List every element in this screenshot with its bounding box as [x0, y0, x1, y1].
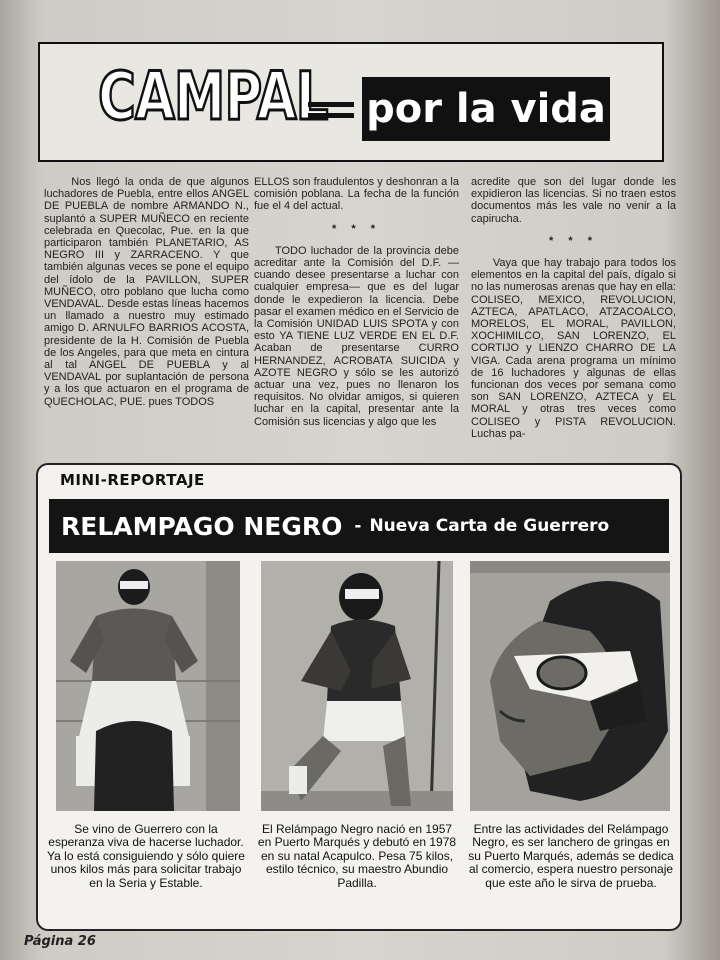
- article-column-3: [471, 176, 680, 440]
- mini-report-label: MINI-REPORTAJE: [60, 471, 205, 489]
- article-column-1: Nos llegó la onda de que algunos luchadores de Puebla, entre ellos ANGEL DE PUEBLA de nombre ARMANDO N., suplantó a SUPER MUÑECO en reciente celebrada en Quecolac, Pue. en la que participaron también PLANETARIO, AS NEGRO III y ZARRACENO. Y que también algunas veces se pone el equipo del ídolo de la PAVILLON, SUPER MUÑECO, otro poblano que lucha como VENDAVAL. Desde estas líneas hacemos un llamado a nuestro muy estimado amigo D. ARNULFO BARRIOS ACOSTA, presidente de la H. Comisión de Puebla de los Angeles, para que meta en cintura al tal ANGEL DE PUEBLA y al VENDAVAL por suplantación de persona y a los que actuaron en el programa de QUECHOLAC, PUE. pues TODOS: [44, 176, 253, 408]
- photo-caption-1: Se vino de Guerrero con la esperanza viva de hacerse luchador. Ya lo está consiguiendo y sólo quiere unos kilos más para solicitar trabajo en la Seria y Estable.: [47, 822, 249, 890]
- subtitle-text: por la vida: [366, 86, 606, 132]
- mini-report-title-bar: [49, 499, 669, 553]
- column3-text-b: Vaya que hay trabajo para todos los elementos en la capital del país, dígalo si no las numerosas arenas que hay en ella: COLISEO, MEXICO, REVOLUCION, AZTECA, APATLACO, ATZACOALCO, MORELOS, EL MORAL, PAVILLON, XOCHIMILCO, SAN LORENZO, EL CORTIJO y LIENZO CHARRO DE LA VIGA. Cada arena programa un mínimo de 16 luchadores y algunas de ellas funcionan dos veces por semana como son SAN LORENZO, AZTECA y EL MORAL y otras tres veces como COLISEO y PISTA REVOLUCION. Luchas pa-: [471, 257, 680, 440]
- wrestler-photo-stance: [261, 561, 453, 811]
- wrestler-photo-seated: [56, 561, 240, 811]
- title-dash: [308, 102, 354, 118]
- mini-report-title: RELAMPAGO NEGRO: [61, 511, 343, 541]
- photo-caption-3: Entre las actividades del Relámpago Negro, es ser lanchero de gringas en su Puerto Marqués, además se dedica al comercio, espera nuestro personaje que este año le sirva de prueba.: [468, 822, 678, 890]
- article-column-2: [254, 176, 463, 428]
- section-stars: * * *: [332, 222, 381, 235]
- mini-report-subtitle: Nueva Carta de Guerrero: [369, 516, 610, 536]
- column2-text-b: TODO luchador de la provincia debe acreditar ante la Comisión del D.F. —cuando desee presentarse a luchar con cualquier empresa— que es del lugar donde le expedieron la licencia. Debe pasar el examen médico en el Servicio de la Comisión UNIDAD LUIS SPOTA y con esto YA TIENE LUZ VERDE EN EL D.F. Acaban de presentarse CURRO HERNANDEZ, ACROBATA SUICIDA y AZOTE NEGRO y sólo se les autorizó actuar una vez, pues no llenaron los requisitos. No olvidar amigos, si quieren luchar en la capital, presentar ante la Comisión sus licencias y algo que les: [254, 244, 463, 428]
- subtitle-banner: [362, 77, 610, 141]
- section-header: [38, 42, 664, 162]
- section-stars: * * *: [549, 234, 598, 247]
- mini-report-box: [36, 463, 682, 931]
- column3-text-a: acredite que son del lugar donde les expidieron las licencias. Si no traen estos documentos más les vale no venir a la capirucha.: [471, 176, 680, 225]
- photo-caption-2: El Relámpago Negro nació en 1957 en Puerto Marqués y debutó en 1978 en su natal Acapulco. Pesa 75 kilos, estilo técnico, su maestro Abundio Padilla.: [257, 822, 460, 890]
- campal-title: CAMPAL: [98, 58, 328, 135]
- title-separator: -: [354, 516, 362, 536]
- wrestler-mask-closeup: [470, 561, 670, 811]
- page-number: Página 26: [24, 934, 96, 949]
- column2-text-a: ELLOS son fraudulentos y deshonran a la comisión poblana. La fecha de la función fue el 4 del actual.: [254, 176, 463, 213]
